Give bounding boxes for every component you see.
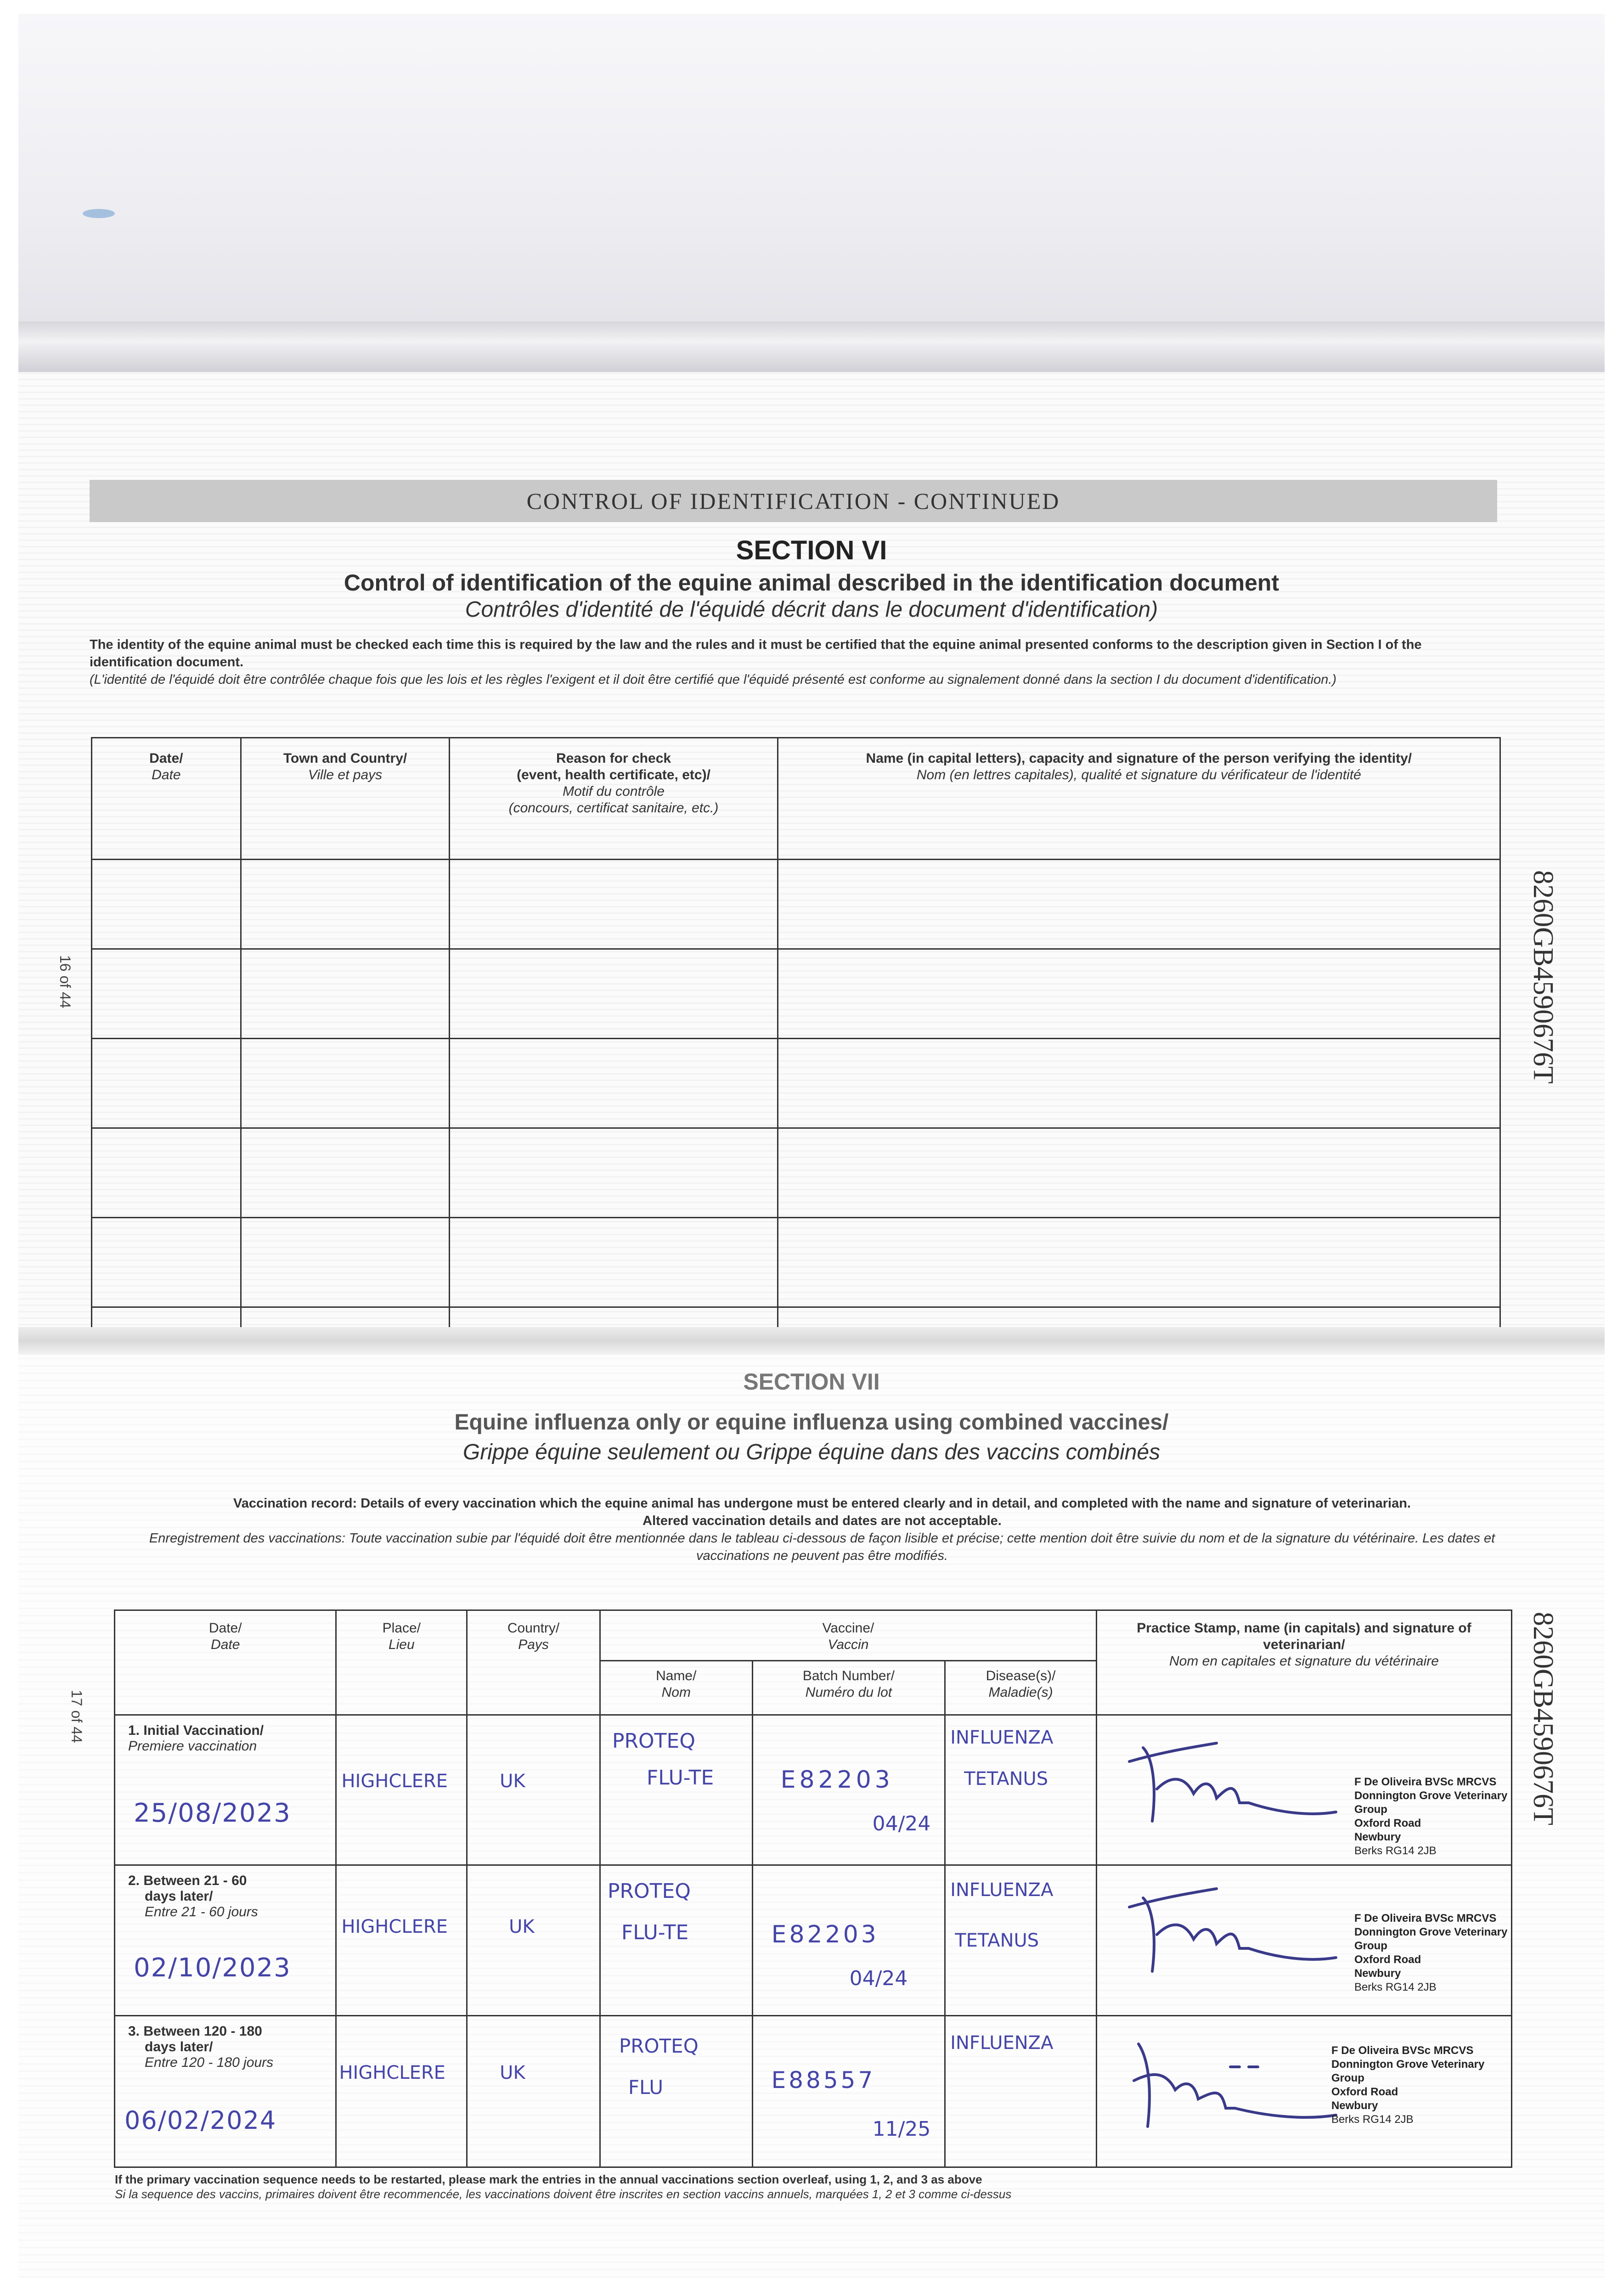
vaccination-date: 06/02/2024: [124, 2106, 277, 2135]
section-7-title-fr: Grippe équine seulement ou Grippe équine dans des vaccins combinés: [462, 1440, 1161, 1464]
table-row: [92, 860, 1500, 949]
vaccination-place: HIGHCLERE: [339, 2062, 445, 2083]
vaccine-name-line2: FLU-TE: [646, 1766, 714, 1790]
page-number-17: 17 of 44: [68, 1690, 85, 1743]
batch-expiry: 04/24: [849, 1967, 908, 1990]
vaccination-date: 02/10/2023: [134, 1953, 291, 1983]
stamp-line: F De Oliveira BVSc MRCVS: [1354, 1776, 1497, 1788]
col-reason-label-fr: Motif du contrôle: [563, 784, 665, 799]
table-row: [92, 949, 1500, 1039]
col-practice-stamp: [1096, 1610, 1511, 1715]
vaccine-name-line1: PROTEQ: [612, 1729, 695, 1753]
vaccination-date-cell: [115, 1715, 336, 1865]
vaccination-date: 25/08/2023: [134, 1798, 291, 1828]
table-cell: [450, 860, 778, 949]
col-verifier-label: Name (in capital letters), capacity and signature of the person verifying the identity/: [866, 751, 1412, 766]
stamp-line: F De Oliveira BVSc MRCVS: [1331, 2044, 1474, 2057]
table-cell: [241, 1039, 450, 1128]
practice-stamp: [1354, 1775, 1511, 1858]
vaccine-name-cell: [600, 1715, 752, 1865]
vaccination-record-instructions: [119, 1495, 1525, 1564]
col-vaccine-name: [600, 1661, 752, 1715]
table-row: [92, 1218, 1500, 1307]
section-6-heading: SECTION VI: [736, 535, 887, 565]
vaccine-name-line2: FLU-TE: [621, 1921, 689, 1944]
col-country-label: Country/: [507, 1621, 560, 1636]
vaccination-country: UK: [500, 1771, 525, 1792]
practice-stamp-cell: [1096, 1715, 1511, 1865]
restart-footnote: [115, 2172, 1493, 2201]
row-label-text: 2. Between 21 - 60: [128, 1873, 247, 1888]
stamp-line: Oxford Road: [1354, 1953, 1421, 1966]
page-fold: [18, 1327, 1605, 1355]
col-place: [336, 1610, 467, 1715]
col-date-label-fr: Date: [211, 1637, 240, 1652]
scanner-background: [18, 14, 1605, 335]
col-country-label-fr: Pays: [518, 1637, 549, 1652]
row-label: [128, 1873, 258, 1920]
vaccine-name-line1: PROTEQ: [607, 1880, 691, 1903]
vaccination-country: UK: [509, 1916, 535, 1937]
table-cell: [450, 1218, 778, 1307]
footnote-text-fr: Si la sequence des vaccins, primaires doivent être recommencée, les vaccinations doivent être inscrites en section vaccins annuels, marquées 1, 2 et 3 comme ci-dessus: [115, 2187, 1012, 2201]
disease-cell: [945, 1715, 1097, 1865]
col-vaccine-label: Vaccine/: [822, 1621, 874, 1636]
table-row: [92, 1039, 1500, 1128]
col-stamp-label: Practice Stamp, name (in capitals) and signature of veterinarian/: [1137, 1621, 1471, 1652]
table-cell: [241, 949, 450, 1039]
col-disease: [945, 1661, 1097, 1715]
row-label-fr: Premiere vaccination: [128, 1739, 257, 1754]
table-cell: [778, 1218, 1500, 1307]
practice-stamp-cell: [1096, 1865, 1511, 2016]
vaccination-country-cell: [467, 1715, 600, 1865]
batch-expiry: 11/25: [872, 2117, 931, 2141]
stamp-line: F De Oliveira BVSc MRCVS: [1354, 1912, 1497, 1925]
disease-line1: INFLUENZA: [950, 1880, 1054, 1901]
table-cell: [778, 1039, 1500, 1128]
col-date-label: Date/: [149, 751, 183, 766]
page-number-16: 16 of 44: [57, 955, 73, 1008]
batch-expiry: 04/24: [872, 1812, 931, 1835]
stamp-line: Oxford Road: [1354, 1817, 1421, 1829]
table-cell: [241, 860, 450, 949]
disease-cell: [945, 1865, 1097, 2016]
vaccination-place: HIGHCLERE: [341, 1916, 448, 1937]
vaccination-table: [114, 1609, 1512, 2168]
table-cell: [92, 1218, 241, 1307]
batch-number: E82203: [780, 1766, 894, 1794]
stamp-line: Newbury: [1331, 2099, 1378, 2112]
col-verifier-label-fr: Nom (en lettres capitales), qualité et signature du vérificateur de l'identité: [916, 767, 1361, 782]
stamp-line: Oxford Road: [1331, 2086, 1398, 2098]
record-text-fr: Enregistrement des vaccinations: Toute vaccination subie par l'équidé doit être mentionnée dans le tableau ci-dessous de façon lisible et précise; cette mention doit être suivie du nom et de la signature du vétérinaire. Les dates et vaccinations ne peuvent pas être modifiés.: [149, 1531, 1495, 1563]
stamp-line: Donnington Grove Veterinary Group: [1331, 2058, 1485, 2084]
vaccination-place-cell: [336, 1715, 467, 1865]
instruction-text-fr: (L'identité de l'équidé doit être contrôlée chaque fois que les lois et les règles l'exigent et il doit être certifié que l'équidé présenté est conforme au signalement donné dans la section I du document d'identification.): [90, 672, 1337, 687]
record-text-2: Altered vaccination details and dates are not acceptable.: [642, 1514, 1002, 1528]
col-stamp-label-fr: Nom en capitales et signature du vétérinaire: [1169, 1654, 1439, 1669]
stamp-line: Berks RG14 2JB: [1331, 2113, 1414, 2126]
vaccine-name-cell: [600, 1865, 752, 2016]
row-label-fr: Entre 21 - 60 jours: [145, 1904, 258, 1919]
vaccine-name-line2: FLU: [628, 2076, 664, 2099]
disease-line1: INFLUENZA: [950, 1727, 1054, 1748]
row-label-text-2: days later/: [145, 2039, 213, 2054]
col-vaccine-name-label-fr: Nom: [661, 1685, 691, 1700]
row-label-text: 3. Between 120 - 180: [128, 2024, 262, 2039]
col-disease-label: Disease(s)/: [986, 1668, 1056, 1683]
vet-signature: [1125, 2030, 1341, 2131]
col-disease-label-fr: Maladie(s): [988, 1685, 1053, 1700]
col-vaccine-name-label: Name/: [656, 1668, 697, 1683]
stamp-line: Donnington Grove Veterinary Group: [1354, 1926, 1508, 1952]
practice-stamp: [1331, 2044, 1511, 2127]
col-date-label: Date/: [209, 1621, 242, 1636]
vaccination-country: UK: [500, 2062, 525, 2083]
row-label-text: 1. Initial Vaccination/: [128, 1723, 264, 1738]
vaccination-row: [115, 1715, 1512, 1865]
row-label: [128, 2024, 273, 2071]
batch-number-cell: [752, 2016, 945, 2167]
passport-number-side: 8260GB4590676T: [1527, 870, 1559, 1084]
col-date: [92, 738, 241, 860]
table-cell: [92, 949, 241, 1039]
vaccination-date-cell: [115, 1865, 336, 2016]
vaccination-date-cell: [115, 2016, 336, 2167]
practice-stamp-cell: [1096, 2016, 1511, 2167]
table-cell: [241, 1218, 450, 1307]
vaccination-row: [115, 2016, 1512, 2167]
stamp-line: Berks RG14 2JB: [1354, 1981, 1437, 1993]
table-cell: [778, 860, 1500, 949]
col-batch-label: Batch Number/: [802, 1668, 895, 1683]
col-date: [115, 1610, 336, 1715]
record-text: Vaccination record: Details of every vaccination which the equine animal has undergone must be entered clearly and in detail, and completed with the name and signature of veterinarian.: [233, 1496, 1411, 1511]
disease-line1: INFLUENZA: [950, 2032, 1054, 2054]
col-vaccine-label-fr: Vaccin: [828, 1637, 869, 1652]
col-town-label-fr: Ville et pays: [308, 767, 383, 782]
vaccination-place-cell: [336, 2016, 467, 2167]
table-cell: [450, 1039, 778, 1128]
table-cell: [92, 860, 241, 949]
col-batch: [752, 1661, 945, 1715]
vaccine-name-cell: [600, 2016, 752, 2167]
col-reason-label-fr-2: (concours, certificat sanitaire, etc.): [508, 800, 719, 816]
vaccine-name-line1: PROTEQ: [619, 2035, 699, 2057]
table-row: [92, 1128, 1500, 1218]
row-label-fr: Entre 120 - 180 jours: [145, 2055, 274, 2070]
practice-stamp: [1354, 1912, 1511, 1994]
identity-check-table: [91, 737, 1501, 1349]
disease-cell: [945, 2016, 1097, 2167]
col-place-label: Place/: [382, 1621, 421, 1636]
table-cell: [92, 1039, 241, 1128]
col-reason: [450, 738, 778, 860]
stamp-line: Donnington Grove Veterinary Group: [1354, 1790, 1508, 1816]
section-banner: CONTROL OF IDENTIFICATION - CONTINUED: [90, 480, 1497, 522]
stamp-line: Berks RG14 2JB: [1354, 1845, 1437, 1857]
col-reason-label: Reason for check: [556, 751, 671, 766]
batch-number: E82203: [771, 1921, 879, 1948]
vaccination-header-row: [115, 1610, 1512, 1661]
table-cell: [778, 949, 1500, 1039]
footnote-text: If the primary vaccination sequence needs to be restarted, please mark the entries in the annual vaccinations section overleaf, using 1, 2, and 3 as above: [115, 2172, 982, 2186]
col-date-label-fr: Date: [152, 767, 181, 782]
vaccination-place: HIGHCLERE: [341, 1771, 448, 1792]
col-vaccine: [600, 1610, 1096, 1661]
table-cell: [241, 1128, 450, 1218]
table-header-row: [92, 738, 1500, 860]
passport-cover-edge: [18, 321, 1605, 372]
col-country: [467, 1610, 600, 1715]
passport-number-side-2: 8260GB4590676T: [1527, 1612, 1559, 1825]
batch-number-cell: [752, 1865, 945, 2016]
table-cell: [450, 949, 778, 1039]
col-batch-label-fr: Numéro du lot: [805, 1685, 892, 1700]
ink-smudge: [83, 209, 115, 218]
stamp-line: Newbury: [1354, 1967, 1401, 1980]
section-7-heading: SECTION VII: [743, 1369, 880, 1395]
vaccination-place-cell: [336, 1865, 467, 2016]
table-cell: [450, 1128, 778, 1218]
section-6-instructions: [90, 636, 1481, 688]
col-verifier: [778, 738, 1500, 860]
batch-number: E88557: [771, 2067, 876, 2093]
vaccination-row: [115, 1865, 1512, 2016]
vet-signature: [1125, 1729, 1341, 1830]
vaccination-country-cell: [467, 2016, 600, 2167]
table-cell: [778, 1128, 1500, 1218]
stamp-line: Newbury: [1354, 1831, 1401, 1843]
batch-number-cell: [752, 1715, 945, 1865]
col-reason-label-2: (event, health certificate, etc)/: [517, 767, 710, 782]
table-cell: [92, 1128, 241, 1218]
col-place-label-fr: Lieu: [388, 1637, 415, 1652]
row-label-text-2: days later/: [145, 1889, 213, 1904]
section-7-title: Equine influenza only or equine influenza using combined vaccines/: [454, 1410, 1169, 1435]
col-town: [241, 738, 450, 860]
disease-line2: TETANUS: [955, 1930, 1039, 1951]
vet-signature: [1125, 1880, 1341, 1981]
col-town-label: Town and Country/: [283, 751, 407, 766]
section-6-title-fr: Contrôles d'identité de l'équidé décrit dans le document d'identification): [465, 597, 1158, 622]
disease-line2: TETANUS: [964, 1768, 1048, 1790]
row-label: [128, 1723, 264, 1754]
instruction-text: The identity of the equine animal must be checked each time this is required by the law and the rules and it must be certified that the equine animal presented conforms to the description given in Section I of the identification document.: [90, 637, 1422, 670]
vaccination-country-cell: [467, 1865, 600, 2016]
section-6-title: Control of identification of the equine animal described in the identification document: [344, 570, 1279, 596]
